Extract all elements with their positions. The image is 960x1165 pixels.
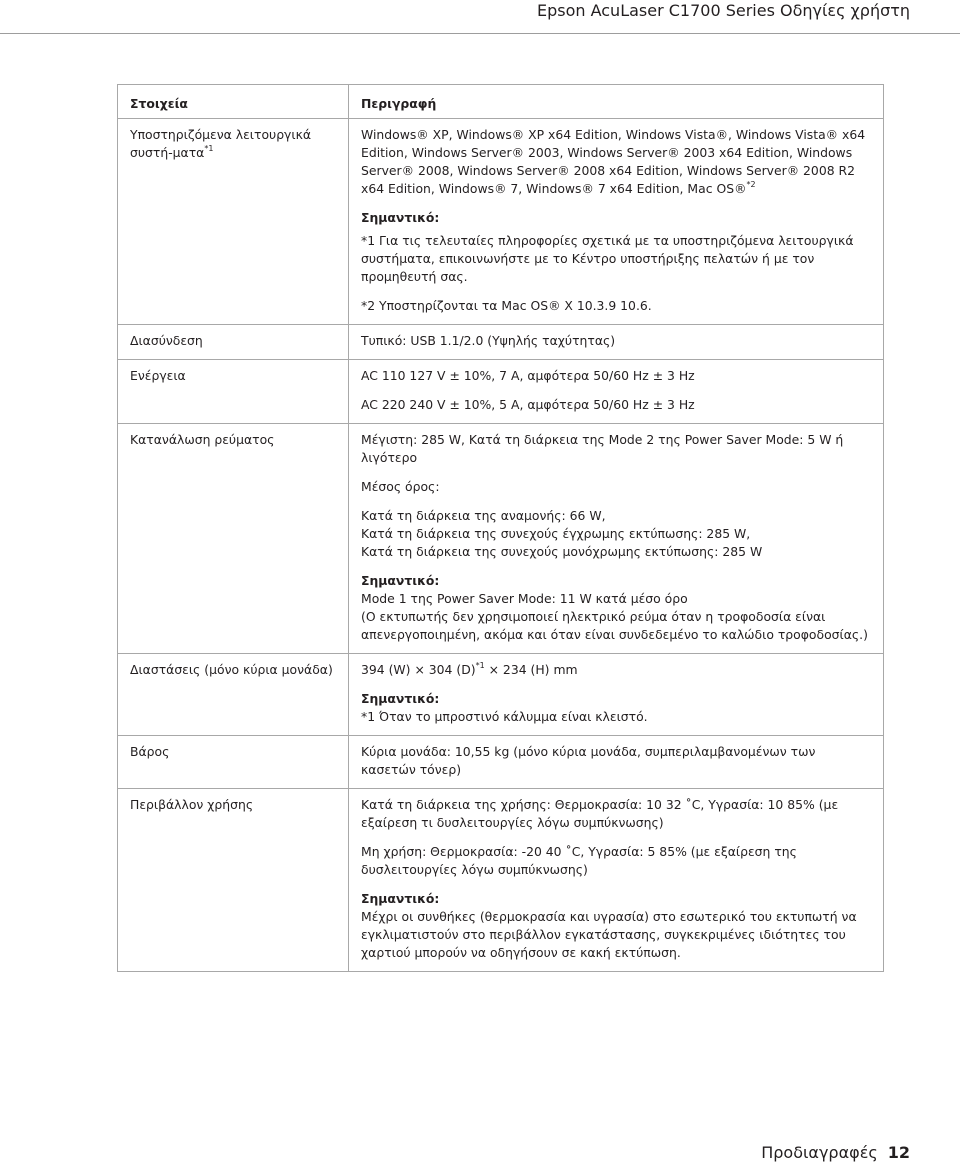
dimensions-wd: 394 (W) × 304 (D)	[361, 662, 476, 677]
consumption-color-print: Κατά τη διάρκεια της συνεχούς έγχρωμης εκτύπωσης: 285 W,	[361, 526, 751, 541]
consumption-average-label: Μέσος όρος:	[361, 479, 440, 494]
row-value-power	[349, 360, 884, 424]
table-row-interface	[118, 325, 884, 360]
consumption-standby: Κατά τη διάρκεια της αναμονής: 66 W,	[361, 508, 606, 523]
os-list-footnote-mark: *2	[746, 180, 756, 189]
consumption-max: Μέγιστη: 285 W, Κατά τη διάρκεια της Mode 2 της Power Saver Mode: 5 W ή λιγότερο	[361, 432, 844, 465]
footer-section-title: Προδιαγραφές	[761, 1143, 878, 1162]
os-label-footnote-mark: *1	[204, 144, 214, 153]
consumption-mono-print: Κατά τη διάρκεια της συνεχούς μονόχρωμης εκτύπωσης: 285 W	[361, 544, 763, 559]
dimensions-note-label: Σημαντικό:	[361, 691, 440, 706]
row-label-environment: Περιβάλλον χρήσης	[118, 789, 349, 972]
table-row-os	[118, 119, 884, 325]
environment-nonuse: Μη χρήση: Θερμοκρασία: -20 40 ˚C, Υγρασία: 5 85% (με εξαίρεση της δυσλειτουργίες λόγω συμπύκνωσης)	[361, 844, 797, 877]
table-row-weight	[118, 736, 884, 789]
consumption-note-detail: (Ο εκτυπωτής δεν χρησιμοποιεί ηλεκτρικό ρεύμα όταν η τροφοδοσία είναι απενεργοποιημένη, ακόμα και όταν είναι συνδεδεμένο το καλώδιο τροφοδοσίας.)	[361, 609, 868, 642]
table-row-environment	[118, 789, 884, 972]
header-divider	[0, 33, 960, 34]
page-number: 12	[887, 1143, 910, 1162]
consumption-note	[361, 590, 871, 644]
power-line-1: AC 110 127 V ± 10%, 7 A, αμφότερα 50/60 Hz ± 3 Hz	[361, 368, 695, 383]
dimensions-footnote-mark: *1	[475, 661, 485, 670]
table-header-row	[118, 85, 884, 119]
row-value-os	[349, 119, 884, 325]
row-value-environment	[349, 789, 884, 972]
column-header-description: Περιγραφή	[349, 85, 884, 119]
row-label-os	[118, 119, 349, 325]
consumption-note-label: Σημαντικό:	[361, 573, 440, 588]
row-value-dimensions	[349, 654, 884, 736]
dimensions-note-1: *1 Όταν το μπροστινό κάλυμμα είναι κλειστό.	[361, 709, 648, 724]
environment-note: Μέχρι οι συνθήκες (θερμοκρασία και υγρασία) στο εσωτερικό του εκτυπωτή να εγκλιματιστούν στο περιβάλλον εγκατάστασης, συγκεκριμένες ιδιότητες του χαρτιού μπορούν να οδηγήσουν σε κακή εκτύπωση.	[361, 909, 857, 960]
row-value-consumption	[349, 424, 884, 654]
environment-use: Κατά τη διάρκεια της χρήσης: Θερμοκρασία: 10 32 ˚C, Υγρασία: 10 85% (με εξαίρεση τι δυσλειτουργίες λόγω συμπύκνωσης)	[361, 797, 839, 830]
column-header-item: Στοιχεία	[118, 85, 349, 119]
specifications-table	[117, 84, 884, 972]
row-value-weight	[349, 736, 884, 789]
table-row-consumption	[118, 424, 884, 654]
row-label-interface: Διασύνδεση	[118, 325, 349, 360]
os-note-1: *1 Για τις τελευταίες πληροφορίες σχετικά με τα υποστηριζόμενα λειτουργικά συστήματα, επικοινωνήστε με το Κέντρο υποστήριξης πελατών ή με τον προμηθευτή σας.	[361, 233, 854, 284]
weight-value: Κύρια μονάδα: 10,55 kg (μόνο κύρια μονάδα, συμπεριλαμβανομένων των κασετών τόνερ)	[361, 744, 816, 777]
consumption-note-mode: Mode 1 της Power Saver Mode: 11 W κατά μέσο όρο	[361, 591, 688, 606]
row-label-dimensions: Διαστάσεις (μόνο κύρια μονάδα)	[118, 654, 349, 736]
document-header-title: Epson AcuLaser C1700 Series Οδηγίες χρήστη	[536, 1, 910, 20]
table-row-dimensions	[118, 654, 884, 736]
interface-value: Τυπικό: USB 1.1/2.0 (Υψηλής ταχύτητας)	[361, 333, 616, 348]
os-note-label: Σημαντικό:	[361, 210, 440, 225]
environment-note-label: Σημαντικό:	[361, 891, 440, 906]
os-label-text: Υποστηριζόμενα λειτουργικά συστή-ματα	[130, 127, 312, 160]
consumption-average-values	[361, 507, 871, 561]
os-list-text: Windows® XP, Windows® XP x64 Edition, Windows Vista®, Windows Vista® x64 Edition, Windows Server® 2003, Windows Server® 2003 x64 Edition, Windows Server® 2008, Windows Server® 2008 x64 Edition, Windows Server® 2008 R2 x64 Edition, Windows® 7, Windows® 7 x64 Edition, Mac OS®	[361, 127, 866, 196]
os-note-2: *2 Υποστηρίζονται τα Mac OS® X 10.3.9 10.6.	[361, 298, 652, 313]
table-row-power	[118, 360, 884, 424]
dimensions-h: × 234 (H) mm	[484, 662, 578, 677]
row-value-interface	[349, 325, 884, 360]
row-label-weight: Βάρος	[118, 736, 349, 789]
dimensions-value	[361, 661, 871, 679]
row-label-power: Ενέργεια	[118, 360, 349, 424]
power-line-2: AC 220 240 V ± 10%, 5 A, αμφότερα 50/60 Hz ± 3 Hz	[361, 397, 695, 412]
os-list	[361, 126, 871, 198]
row-label-consumption: Κατανάλωση ρεύματος	[118, 424, 349, 654]
page-footer	[761, 1142, 910, 1164]
